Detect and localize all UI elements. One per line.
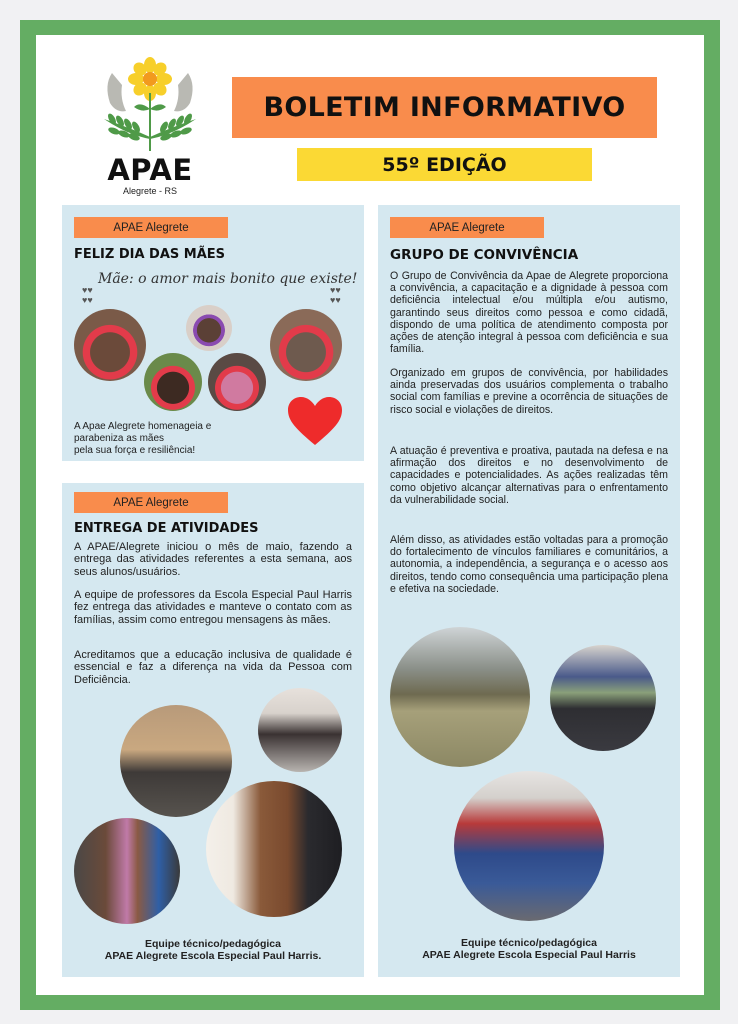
mother-photo-5 (270, 309, 342, 381)
tribute-line-3: pela sua força e resiliência! (74, 445, 196, 456)
delivery-photo-4 (206, 781, 342, 917)
section-tag: APAE Alegrete (390, 217, 544, 238)
edition-label: 55º EDIÇÃO (382, 153, 507, 176)
apae-logo (90, 55, 220, 195)
caption-line-1: Equipe técnico/pedagógica (145, 938, 281, 950)
tribute-line-2: parabeniza as mães (74, 433, 165, 444)
paragraph: O Grupo de Convivência da Apae de Alegrete proporciona a convivência, a capacitação e a dignidade à pessoa com deficiência intelectual e/ou múltipla e/ou autismo, garantindo seus direitos como pessoa e como cidadã, dispondo de uma política de atendimento composta por ações de atenção integral à pessoa com deficiência e sua família. (390, 270, 668, 356)
mother-photo-2 (186, 305, 232, 351)
delivery-photo-2 (258, 688, 342, 772)
hearts-ornament-left-icon: ♥♥ ♥♥ (82, 285, 93, 305)
caption-line-2: APAE Alegrete Escola Especial Paul Harris (422, 949, 636, 961)
sunflower-hands-logo-icon (90, 55, 210, 155)
panel-social-group (378, 205, 680, 977)
hearts-ornament-right-icon: ♥♥ ♥♥ (330, 285, 341, 305)
mother-photo-3 (144, 353, 202, 411)
group-photo-3 (454, 771, 604, 921)
panel-activity-delivery (62, 483, 364, 977)
delivery-photo-3 (74, 818, 180, 924)
edition-banner (297, 148, 592, 181)
section-tag: APAE Alegrete (74, 217, 228, 238)
paragraph: Acreditamos que a educação inclusiva de qualidade é essencial e faz a diferença na vida da Pessoa com Deficiência. (74, 649, 352, 686)
panel-mothers-day (62, 205, 364, 461)
mother-photo-4 (208, 353, 266, 411)
paragraph: A atuação é preventiva e proativa, pautada na defesa e na afirmação dos direitos e no desenvolvimento de capacidades e potencialidades. As ações realizadas têm como objetivo alcançar alternativas para o enfrentamento da vulnerabilidade social. (390, 445, 668, 506)
section-heading: FELIZ DIA DAS MÃES (74, 247, 226, 262)
caption-line-2: APAE Alegrete Escola Especial Paul Harris. (104, 950, 322, 962)
paragraph: Além disso, as atividades estão voltadas para a promoção do fortalecimento de vínculos familiares e comunitários, a autonomia, a independência, a segurança e o acesso aos direitos, tendo como consequência uma participação plena e efetiva na sociedade. (390, 534, 668, 595)
script-quote: Mãe: o amor mais bonito que existe! (98, 271, 358, 287)
newsletter-title: BOLETIM INFORMATIVO (263, 92, 626, 123)
section-heading: GRUPO DE CONVIVÊNCIA (390, 247, 579, 263)
heart-icon (286, 395, 344, 447)
tribute-line-1: A Apae Alegrete homenageia e (74, 421, 212, 432)
paragraph: Organizado em grupos de convivência, por habilidades ainda preservadas dos usuários complementa o trabalho social com famílias e previne a ocorrência de situações de risco social e violações de direitos. (390, 367, 668, 416)
logo-subtitle: Alegrete - RS (122, 186, 178, 196)
section-heading: ENTREGA DE ATIVIDADES (74, 521, 259, 536)
group-photo-2 (550, 645, 656, 751)
caption-line-1: Equipe técnico/pedagógica (461, 937, 597, 949)
logo-name: APAE (107, 153, 193, 187)
paragraph: A APAE/Alegrete iniciou o mês de maio, fazendo a entrega das atividades referentes a esta semana, aos seus alunos/usuários. (74, 541, 352, 578)
mother-photo-1 (74, 309, 146, 381)
delivery-photo-1 (120, 705, 232, 817)
paragraph: A equipe de professores da Escola Especial Paul Harris fez entrega das atividades e manteve o contato com as famílias, assim como entregou mensagens às mães. (74, 589, 352, 626)
section-tag: APAE Alegrete (74, 492, 228, 513)
group-photo-1 (390, 627, 530, 767)
title-banner (232, 77, 657, 138)
